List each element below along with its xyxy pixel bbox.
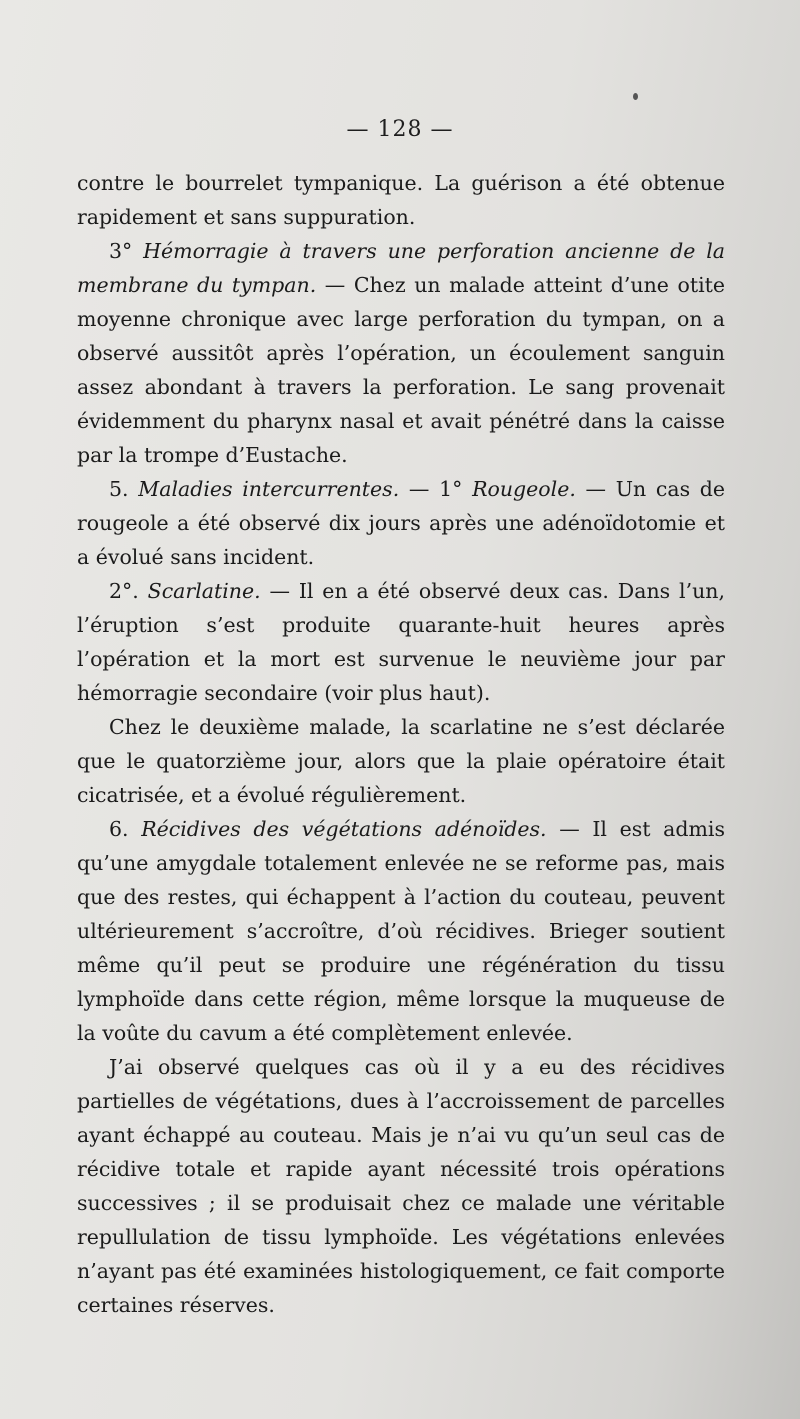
paragraph-3-separator: — 1° <box>399 477 473 501</box>
paragraph-3-heading: Maladies intercurrentes. <box>138 477 400 501</box>
paragraph-4-body: — Il en a été observé deux cas. Dans l’un, l’éruption s’est produite quarante-huit heures après l’opération et la mort est survenue le neuvième jour par hémorragie secondaire (voir plus haut). <box>77 579 726 705</box>
paragraph-2-body: — Chez un malade atteint d’une otite moyenne chronique avec large perforation du tympan, on a observé aussitôt après l’opération, un écoulement sanguin assez abondant à travers la perforation. Le sang provenait évidemment du pharynx nasal et avait pénétré dans la caisse par la trompe d’Eustache. <box>77 273 725 467</box>
paragraph-7: J’ai observé quelques cas où il y a eu des récidives partielles de végétations, dues à l’accroissement de parcelles ayant échappé au couteau. Mais je n’ai vu qu’un seul cas de récidive totale et rapide ayant nécessité trois opérations successives ; il se produisait chez ce malade une véritable repullulation de tissu lymphoïde. Les végétations enlevées n’ayant pas été examinées histologiquement, ce fait comporte certaines réserves. <box>77 1055 725 1317</box>
paragraph-3-subheading: Rougeole. <box>472 477 576 501</box>
paragraph-6-heading: Récidives des végétations adénoïdes. <box>141 817 547 841</box>
paragraph-3-body: — Un cas de rougeole a été observé dix jours après une adénoïdotomie et a évolué sans incident. <box>77 477 726 569</box>
page-number: — 128 — <box>346 117 454 142</box>
paragraph-4 <box>77 574 725 710</box>
paragraph-2-number: 3° <box>109 239 144 263</box>
paragraph-2-heading: Hémorragie à travers une perforation ancienne de la membrane du tympan. <box>77 239 725 297</box>
paragraph-4-number: 2°. <box>109 579 148 603</box>
ink-speck <box>633 93 638 100</box>
paragraph-4-heading: Scarlatine. <box>147 579 261 603</box>
body-text <box>77 166 725 1322</box>
paragraph-6-body: — Il est admis qu’une amygdale totalement enlevée ne se reforme pas, mais que des restes, qui échappent à l’action du couteau, peuvent ultérieurement s’accroître, d’où récidives. Brieger soutient même qu’il peut se produire une régénération du tissu lymphoïde dans cette région, même lorsque la muqueuse de la voûte du cavum a été complètement enlevée. <box>77 817 726 1045</box>
paragraph-5: Chez le deuxième malade, la scarlatine ne s’est déclarée que le quatorzième jour, alors que la plaie opératoire était cicatrisée, et a évolué régulièrement. <box>77 715 725 807</box>
paragraph-6 <box>77 812 725 1050</box>
paragraph-6-number: 6. <box>109 817 142 841</box>
paragraph-3 <box>77 472 725 574</box>
paragraph-2 <box>77 234 725 472</box>
paragraph-3-number: 5. <box>109 477 139 501</box>
paragraph-1: contre le bourrelet tympanique. La guérison a été obtenue rapidement et sans suppuration. <box>77 171 725 229</box>
